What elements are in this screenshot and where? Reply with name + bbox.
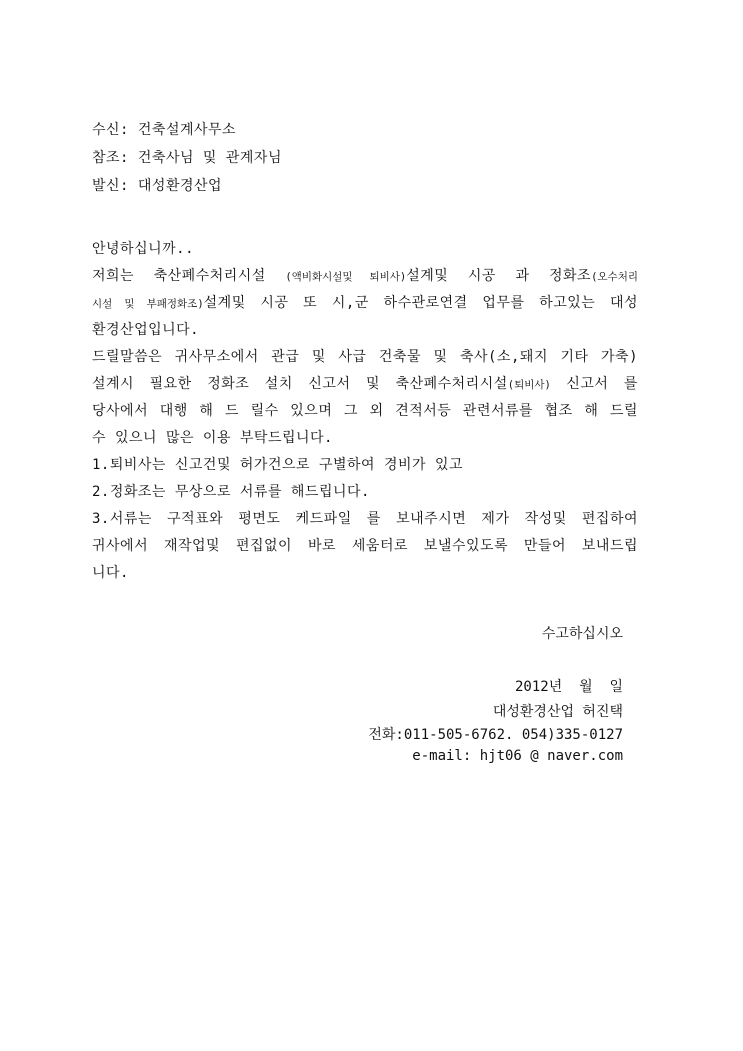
body-line xyxy=(92,292,638,312)
sender-line: 발신: 대성환경산업 xyxy=(92,178,223,194)
body-text: 설계및 시공 과 정화조 xyxy=(406,268,592,284)
closing-date: 2012년 월 일 xyxy=(514,679,623,695)
reference-line: 참조: 건축사님 및 관계자님 xyxy=(92,150,282,166)
body-note: (오수처리 xyxy=(591,271,638,283)
recipient-line: 수신: 건축설계사무소 xyxy=(92,122,237,138)
closing-regards: 수고하십시오 xyxy=(541,626,623,642)
body-line: 수 있으니 많은 이용 부탁드립니다. xyxy=(92,430,333,446)
body-line xyxy=(92,373,638,393)
list-item-2: 2.정화조는 무상으로 서류를 해드립니다. xyxy=(92,484,370,500)
body-note: (퇴비사) xyxy=(507,379,551,391)
email-line: e-mail: hjt06 @ naver.com xyxy=(412,748,623,764)
list-item-1: 1.퇴비사는 신고건및 허가건으로 구별하여 경비가 있고 xyxy=(92,457,464,473)
body-line: 환경산업입니다. xyxy=(92,322,200,338)
body-text: 설계시 필요한 정화조 설치 신고서 및 축산폐수처리시설 xyxy=(92,376,508,392)
list-item-3-continued: 귀사에서 재작업및 편집없이 바로 세움터로 보낼수있도록 만들어 보내드립 xyxy=(92,538,638,554)
list-item-3-continued: 니다. xyxy=(92,565,129,581)
body-line: 드릴말씀은 귀사무소에서 관급 및 사급 건축물 및 축사(소,돼지 기타 가축) xyxy=(92,349,638,365)
phone-line: 전화:011-505-6762. 054)335-0127 xyxy=(368,727,623,743)
body-note: (액비화시설및 퇴비사) xyxy=(285,271,407,283)
body-note: 시설 및 부패정화조) xyxy=(92,298,204,310)
body-text: 저희는 축산폐수처리시설 xyxy=(92,268,286,284)
greeting: 안녕하십니까.. xyxy=(92,241,195,257)
body-line: 당사에서 대행 해 드 릴수 있으며 그 외 견적서등 관련서류를 협조 해 드릴 xyxy=(92,403,638,419)
body-text: 신고서 를 xyxy=(550,376,638,392)
body-text: 설계및 시공 또 시,군 하수관로연결 업무를 하고있는 대성 xyxy=(203,295,639,311)
body-line xyxy=(92,265,638,285)
list-item-3: 3.서류는 구적표와 평면도 케드파일 를 보내주시면 제가 작성및 편집하여 xyxy=(92,511,638,527)
signature-name: 대성환경산업 허진택 xyxy=(492,704,623,720)
